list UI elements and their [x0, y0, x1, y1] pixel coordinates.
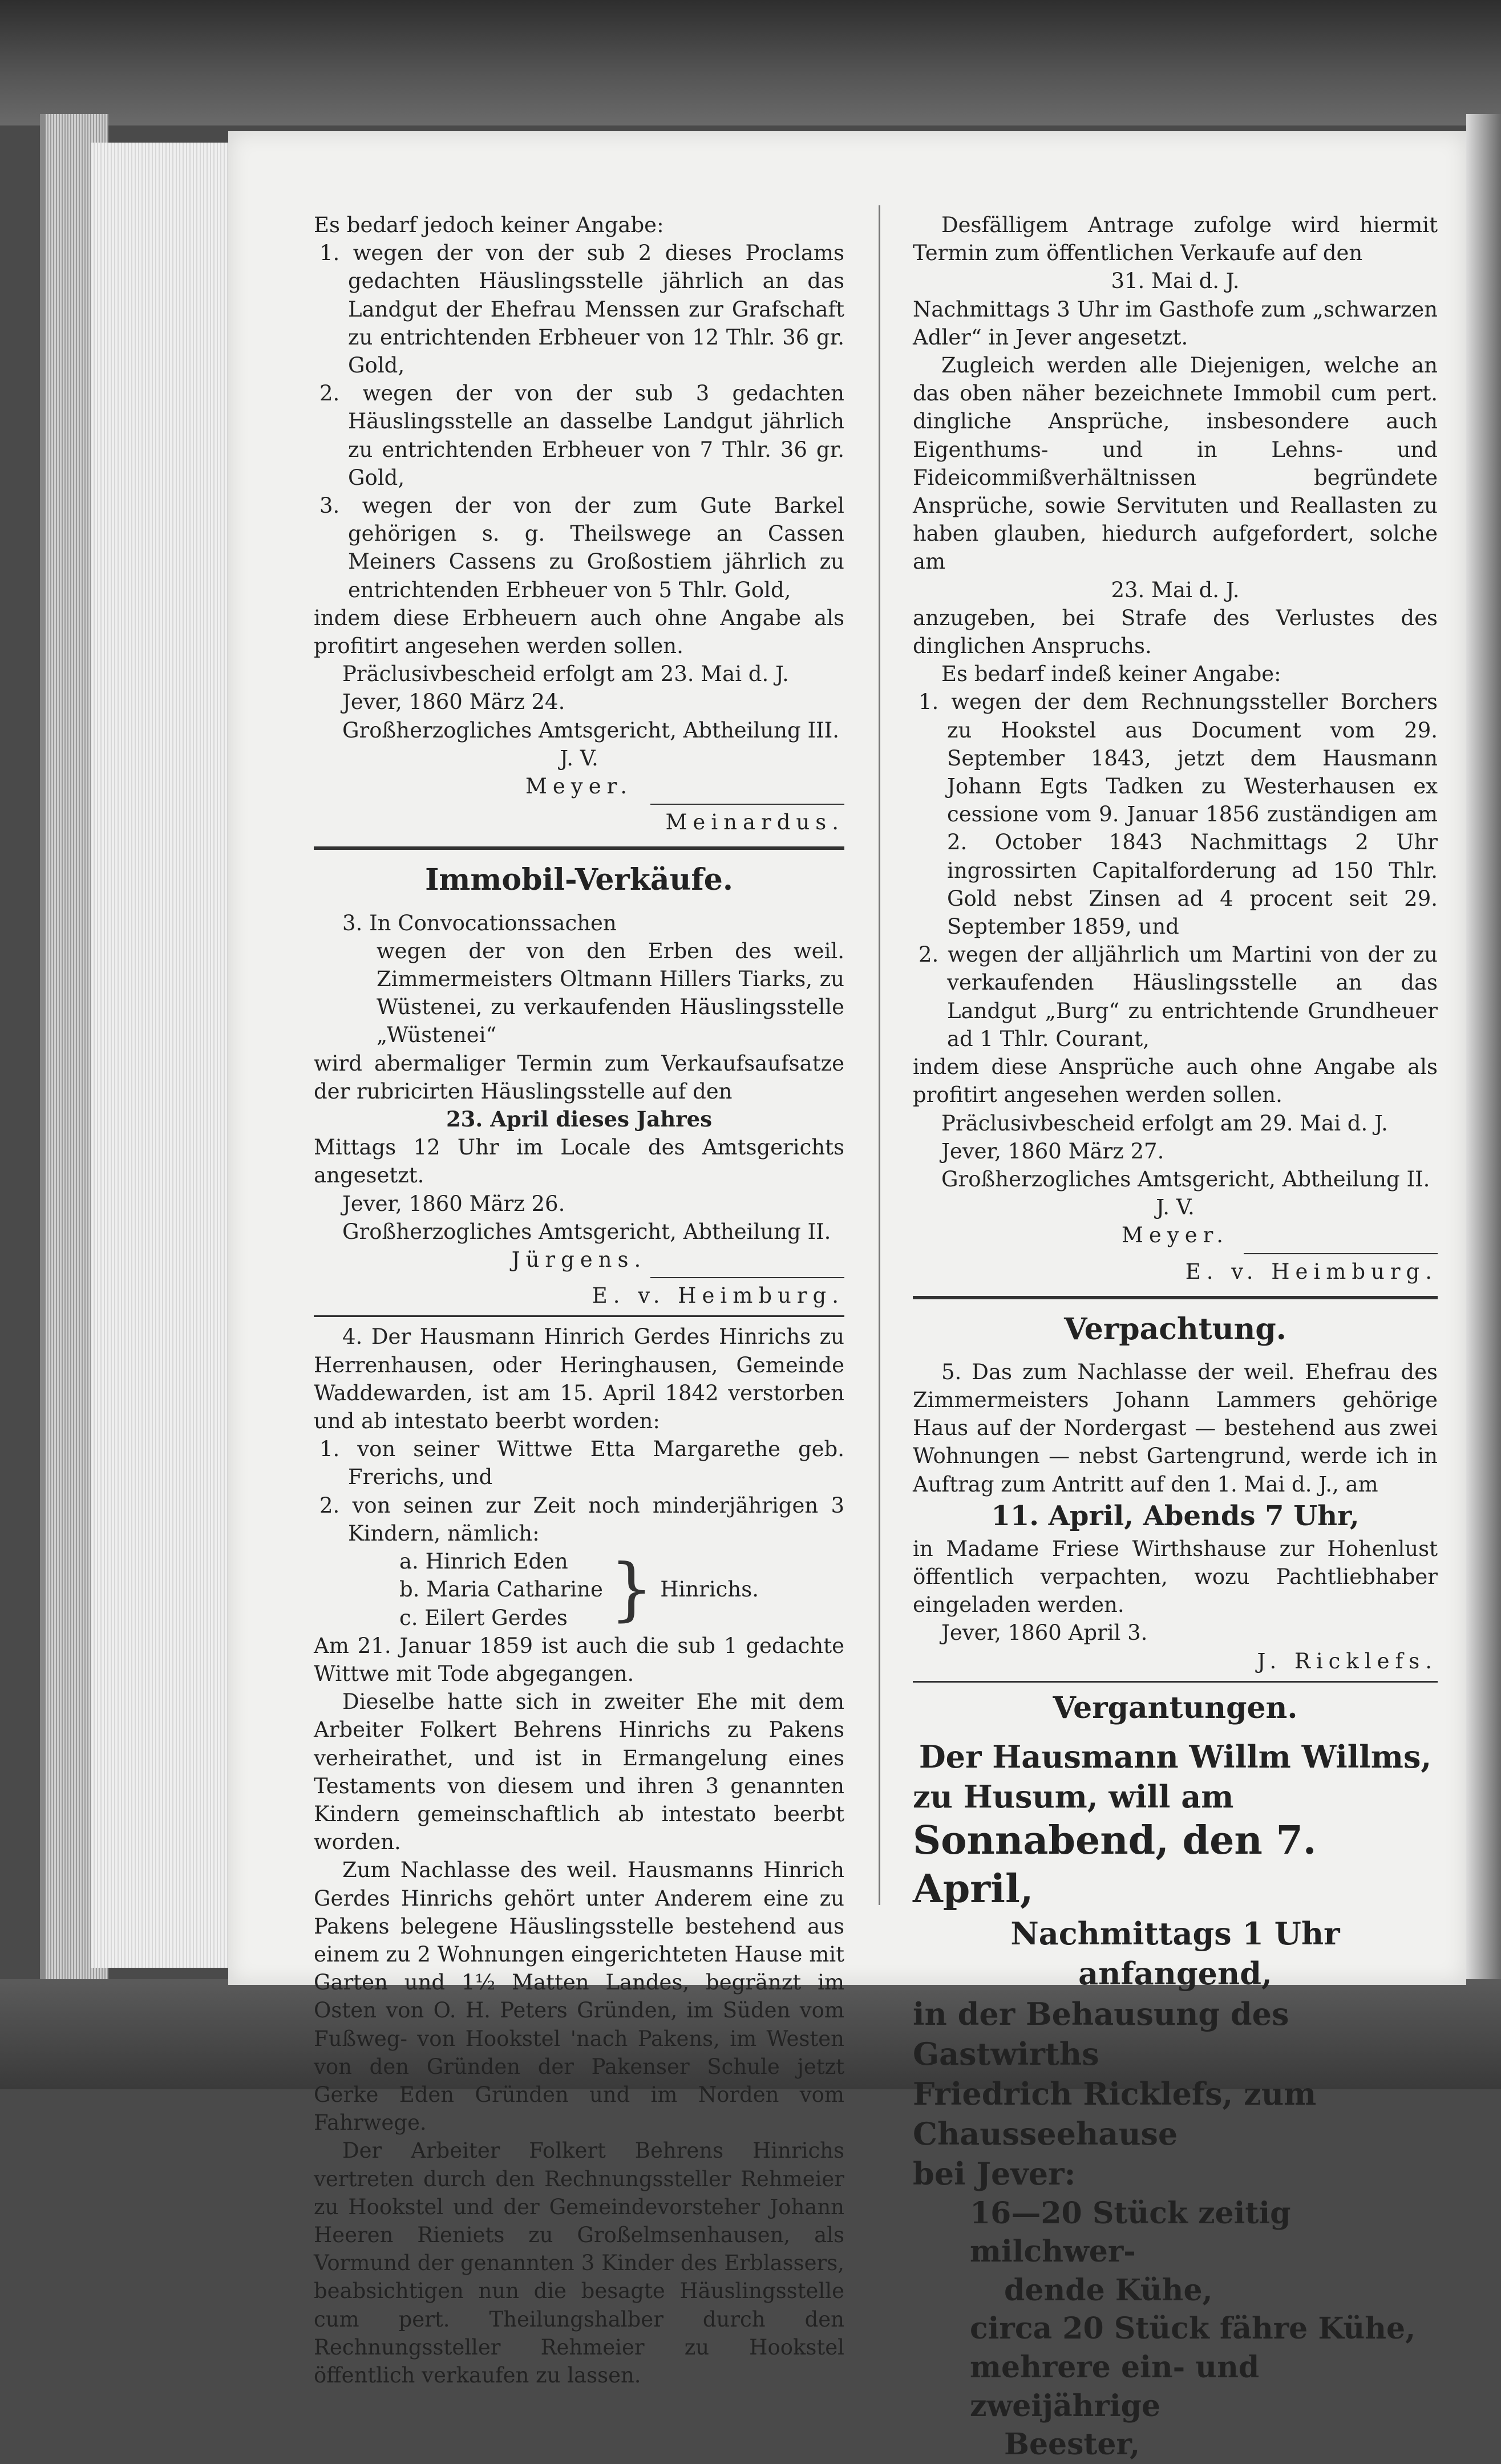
notice-date: 11. April, Abends 7 Uhr, — [991, 1500, 1360, 1532]
signature-rule — [650, 1277, 844, 1278]
section-heading: Vergantungen. — [1053, 1690, 1298, 1725]
notice-text: 4. Der Hausmann Hinrich Gerdes Hinrichs zu Herrenhausen, oder Heringhausen, Gemeinde Waddewarden, ist am 15. April 1842 verstorben und ab intestato beerbt worden: — [314, 1324, 844, 1434]
notice-text: 5. Das zum Nachlasse der weil. Ehefrau des Zimmermeisters Johann Lammers gehörige Haus auf der Nordergast — bestehend aus zwei Wohnungen — nebst Gartengrund, werde ich in Auftrag zum Antritt auf den 1. Mai d. J., am — [913, 1359, 1438, 1497]
auction-line: mehrere ein- und zweijährige — [970, 2349, 1260, 2424]
list-item: 3. wegen der von der zum Gute Barkel gehörigen s. g. Theilswege an Cassen Meiners Cassens zu Großostiem jährlich zu entrichtenden Erbheuer von 5 Thlr. Gold, — [319, 493, 844, 602]
auction-line: 16—20 Stück zeitig milchwer- — [970, 2195, 1291, 2270]
notice-divider — [314, 1315, 844, 1317]
notice-number: 3. In Convocationssachen — [342, 910, 617, 935]
notice-text: Der Arbeiter Folkert Behrens Hinrichs vertreten durch den Rechnungssteller Rehmeier zu Hookstel und der Gemeindevorsteher Johann Heeren Rieniets zu Großelmsenhausen, als Vormund der genannten 3 Kinder des Erblassers, beabsichtigen nun die besagte Häuslingsstelle cum pert. Theilungshalber durch den Rechnungssteller Rehmeier zu Hookstel öffentlich verkaufen zu lassen. — [314, 2138, 844, 2388]
place-date: Jever, 1860 März 27. — [941, 1138, 1164, 1164]
list-item: 1. wegen der von der sub 2 dieses Proclams gedachten Häuslingsstelle jährlich an das Landgut der Ehefrau Menssen zur Grafschaft zu entrichtenden Erbheuer von 12 Thlr. 36 gr. Gold, — [319, 241, 844, 378]
page-stack-edges — [91, 143, 240, 1968]
preclusive-decision: Präclusivbescheid erfolgt am 23. Mai d. J. — [342, 662, 789, 687]
list-item: 1. von seiner Wittwe Etta Margarethe geb. Frerichs, und — [319, 1437, 844, 1490]
notice-text: in Madame Friese Wirthshause zur Hohenlust öffentlich verpachten, wozu Pachtliebhaber eingeladen werden. — [913, 1536, 1438, 1618]
closing-text: indem diese Erbheuern auch ohne Angabe als profitirt angesehen werden sollen. — [314, 605, 844, 659]
scan-background-top — [0, 0, 1501, 125]
child-name: a. Hinrich Eden — [399, 1549, 568, 1574]
notice-text: indem diese Ansprüche auch ohne Angabe als profitirt angesehen werden sollen. — [913, 1055, 1438, 1108]
auction-line: dende Kühe, — [1004, 2272, 1213, 2308]
place-date: Jever, 1860 März 24. — [342, 690, 565, 715]
notice-text: wird abermaliger Termin zum Verkaufsaufsatze der rubricirten Häuslingsstelle auf den — [314, 1051, 844, 1104]
signature: E. v. Heimburg. — [1185, 1259, 1438, 1284]
signature-rule — [650, 804, 844, 805]
auction-line: Beester, — [1004, 2427, 1140, 2462]
auction-line: bei Jever: — [913, 2155, 1076, 2193]
auction-line: Friedrich Ricklefs, zum Chausseehause — [913, 2076, 1317, 2153]
auction-line: circa 20 Stück fähre Kühe, — [970, 2311, 1416, 2347]
signature-rule — [1244, 1253, 1438, 1254]
notice-date: 31. Mai d. J. — [1111, 269, 1240, 294]
signature: Meinardus. — [665, 810, 844, 835]
intro-text: Es bedarf jedoch keiner Angabe: — [314, 213, 664, 237]
notice-text: Am 21. Januar 1859 ist auch die sub 1 gedachte Wittwe mit Tode abgegangen. — [314, 1633, 844, 1686]
right-column — [913, 211, 1438, 2464]
notice-text: wegen der von den Erben des weil. Zimmermeisters Oltmann Hillers Tiarks, zu Wüstenei, zu verkaufenden Häuslingsstelle „Wüstenei“ — [377, 938, 844, 1048]
list-item: 2. wegen der alljährlich um Martini von der zu verkaufenden Häuslingsstelle an das Landgut „Burg“ zu entrichtende Grundheuer ad 1 Thlr. Courant, — [919, 942, 1438, 1051]
list-item: 1. wegen der dem Rechnungssteller Borchers zu Hookstel aus Document vom 29. September 1843, jetzt dem Hausmann Johann Egts Tadken zu Westerhausen ex cessione vom 9. Januar 1856 zuständigen am 2. October 1843 Nachmittags 2 Uhr ingrossirten Capitalforderung ad 150 Thlr. Gold nebst Zinsen ad 4 procent seit 29. September 1859, und — [919, 690, 1438, 939]
children-list — [314, 1547, 844, 1632]
notice-text: Zum Nachlasse des weil. Hausmanns Hinrich Gerdes Hinrichs gehört unter Anderem eine zu Pakens belegene Häuslingsstelle bestehend aus einem zu 2 Wohnungen eingerichteten Hause mit Garten und 1½ Matten Landes, begränzt im Osten von O. H. Peters Gründen, im Süden vom Fußweg- von Hookstel 'nach Pakens, im Westen von den Gründen der Pakenser Schule jetzt Gerke Eden Gründen und im Norden vom Fahrwege. — [314, 1858, 844, 2135]
notice-text: Nachmittags 3 Uhr im Gasthofe zum „schwarzen Adler“ in Jever angesetzt. — [913, 297, 1438, 350]
notice-text: Zugleich werden alle Diejenigen, welche an das oben näher bezeichnete Immobil cum pert. dingliche Ansprüche, insbesondere auch Eigenthums- und in Lehns- und Fideicommißverhältnissen begründete Ansprüche, sowie Servituten und Reallasten zu haben glauben, hiedurch aufgefordert, solche am — [913, 353, 1438, 574]
book-right-edge — [1466, 114, 1501, 2025]
column-divider — [879, 205, 880, 1905]
iv-note: J. V. — [1156, 1195, 1195, 1220]
court-name: Großherzogliches Amtsgericht, Abtheilung II. — [342, 1219, 831, 1244]
court-name: Großherzogliches Amtsgericht, Abtheilung II. — [941, 1166, 1430, 1192]
notice-text: anzugeben, bei Strafe des Verlustes des dinglichen Anspruchs. — [913, 605, 1438, 659]
place-date: Jever, 1860 März 26. — [342, 1191, 565, 1216]
child-name: b. Maria Catharine — [399, 1577, 603, 1602]
auction-line: Der Hausmann Willm Willms, — [919, 1738, 1432, 1775]
list-item: 2. wegen der von der sub 3 gedachten Häuslingsstelle an dasselbe Landgut jährlich zu entrichtenden Erbheuer von 7 Thlr. 36 gr. Gold, — [319, 381, 844, 490]
iv-note: J. V. — [560, 745, 598, 771]
section-divider — [913, 1296, 1438, 1299]
notice-text: Dieselbe hatte sich in zweiter Ehe mit dem Arbeiter Folkert Behrens Hinrichs zu Pakens verheirathet, und ist in Ermangelung eines Testaments von diesem und ihren 3 genannten Kindern gemeinschaftlich ab intestato beerbt worden. — [314, 1689, 844, 1855]
auction-line: Sonnabend, den 7. April, — [913, 1818, 1317, 1912]
section-divider — [314, 846, 844, 850]
children-surname: Hinrichs. — [660, 1577, 759, 1602]
document-page — [228, 131, 1466, 2462]
notice-text: Mittags 12 Uhr im Locale des Amtsgerichts angesetzt. — [314, 1135, 844, 1188]
signature: J. Ricklefs. — [1257, 1648, 1438, 1673]
place-date: Jever, 1860 April 3. — [941, 1620, 1148, 1646]
brace-glyph: } — [609, 1549, 654, 1629]
auction-line: Nachmittags 1 Uhr anfangend, — [1010, 1915, 1340, 1992]
notice-divider — [913, 1681, 1438, 1683]
list-item: 2. von seinen zur Zeit noch minderjährigen 3 Kindern, nämlich: — [319, 1493, 844, 1546]
auction-line: in der Behausung des Gastwirths — [913, 1995, 1289, 2072]
auction-line: zu Husum, will am — [913, 1778, 1234, 1815]
notice-text: Desfälligem Antrage zufolge wird hiermit Termin zum öffentlichen Verkaufe auf den — [913, 213, 1438, 266]
notice-text: Es bedarf indeß keiner Angabe: — [941, 662, 1281, 687]
signature: E. v. Heimburg. — [592, 1283, 844, 1308]
signature: Jürgens. — [511, 1247, 647, 1272]
notice-date: 23. Mai d. J. — [1111, 577, 1240, 602]
child-name: c. Eilert Gerdes — [399, 1605, 568, 1630]
section-heading: Immobil-Verkäufe. — [425, 862, 733, 898]
section-heading: Verpachtung. — [1064, 1311, 1286, 1347]
preclusive-decision: Präclusivbescheid erfolgt am 29. Mai d. J. — [941, 1111, 1388, 1136]
signature: Meyer. — [525, 774, 633, 799]
notice-date: 23. April dieses Jahres — [446, 1107, 713, 1132]
left-column — [314, 211, 844, 2389]
signature: Meyer. — [1122, 1223, 1229, 1248]
court-name: Großherzogliches Amtsgericht, Abtheilung III. — [342, 718, 840, 743]
